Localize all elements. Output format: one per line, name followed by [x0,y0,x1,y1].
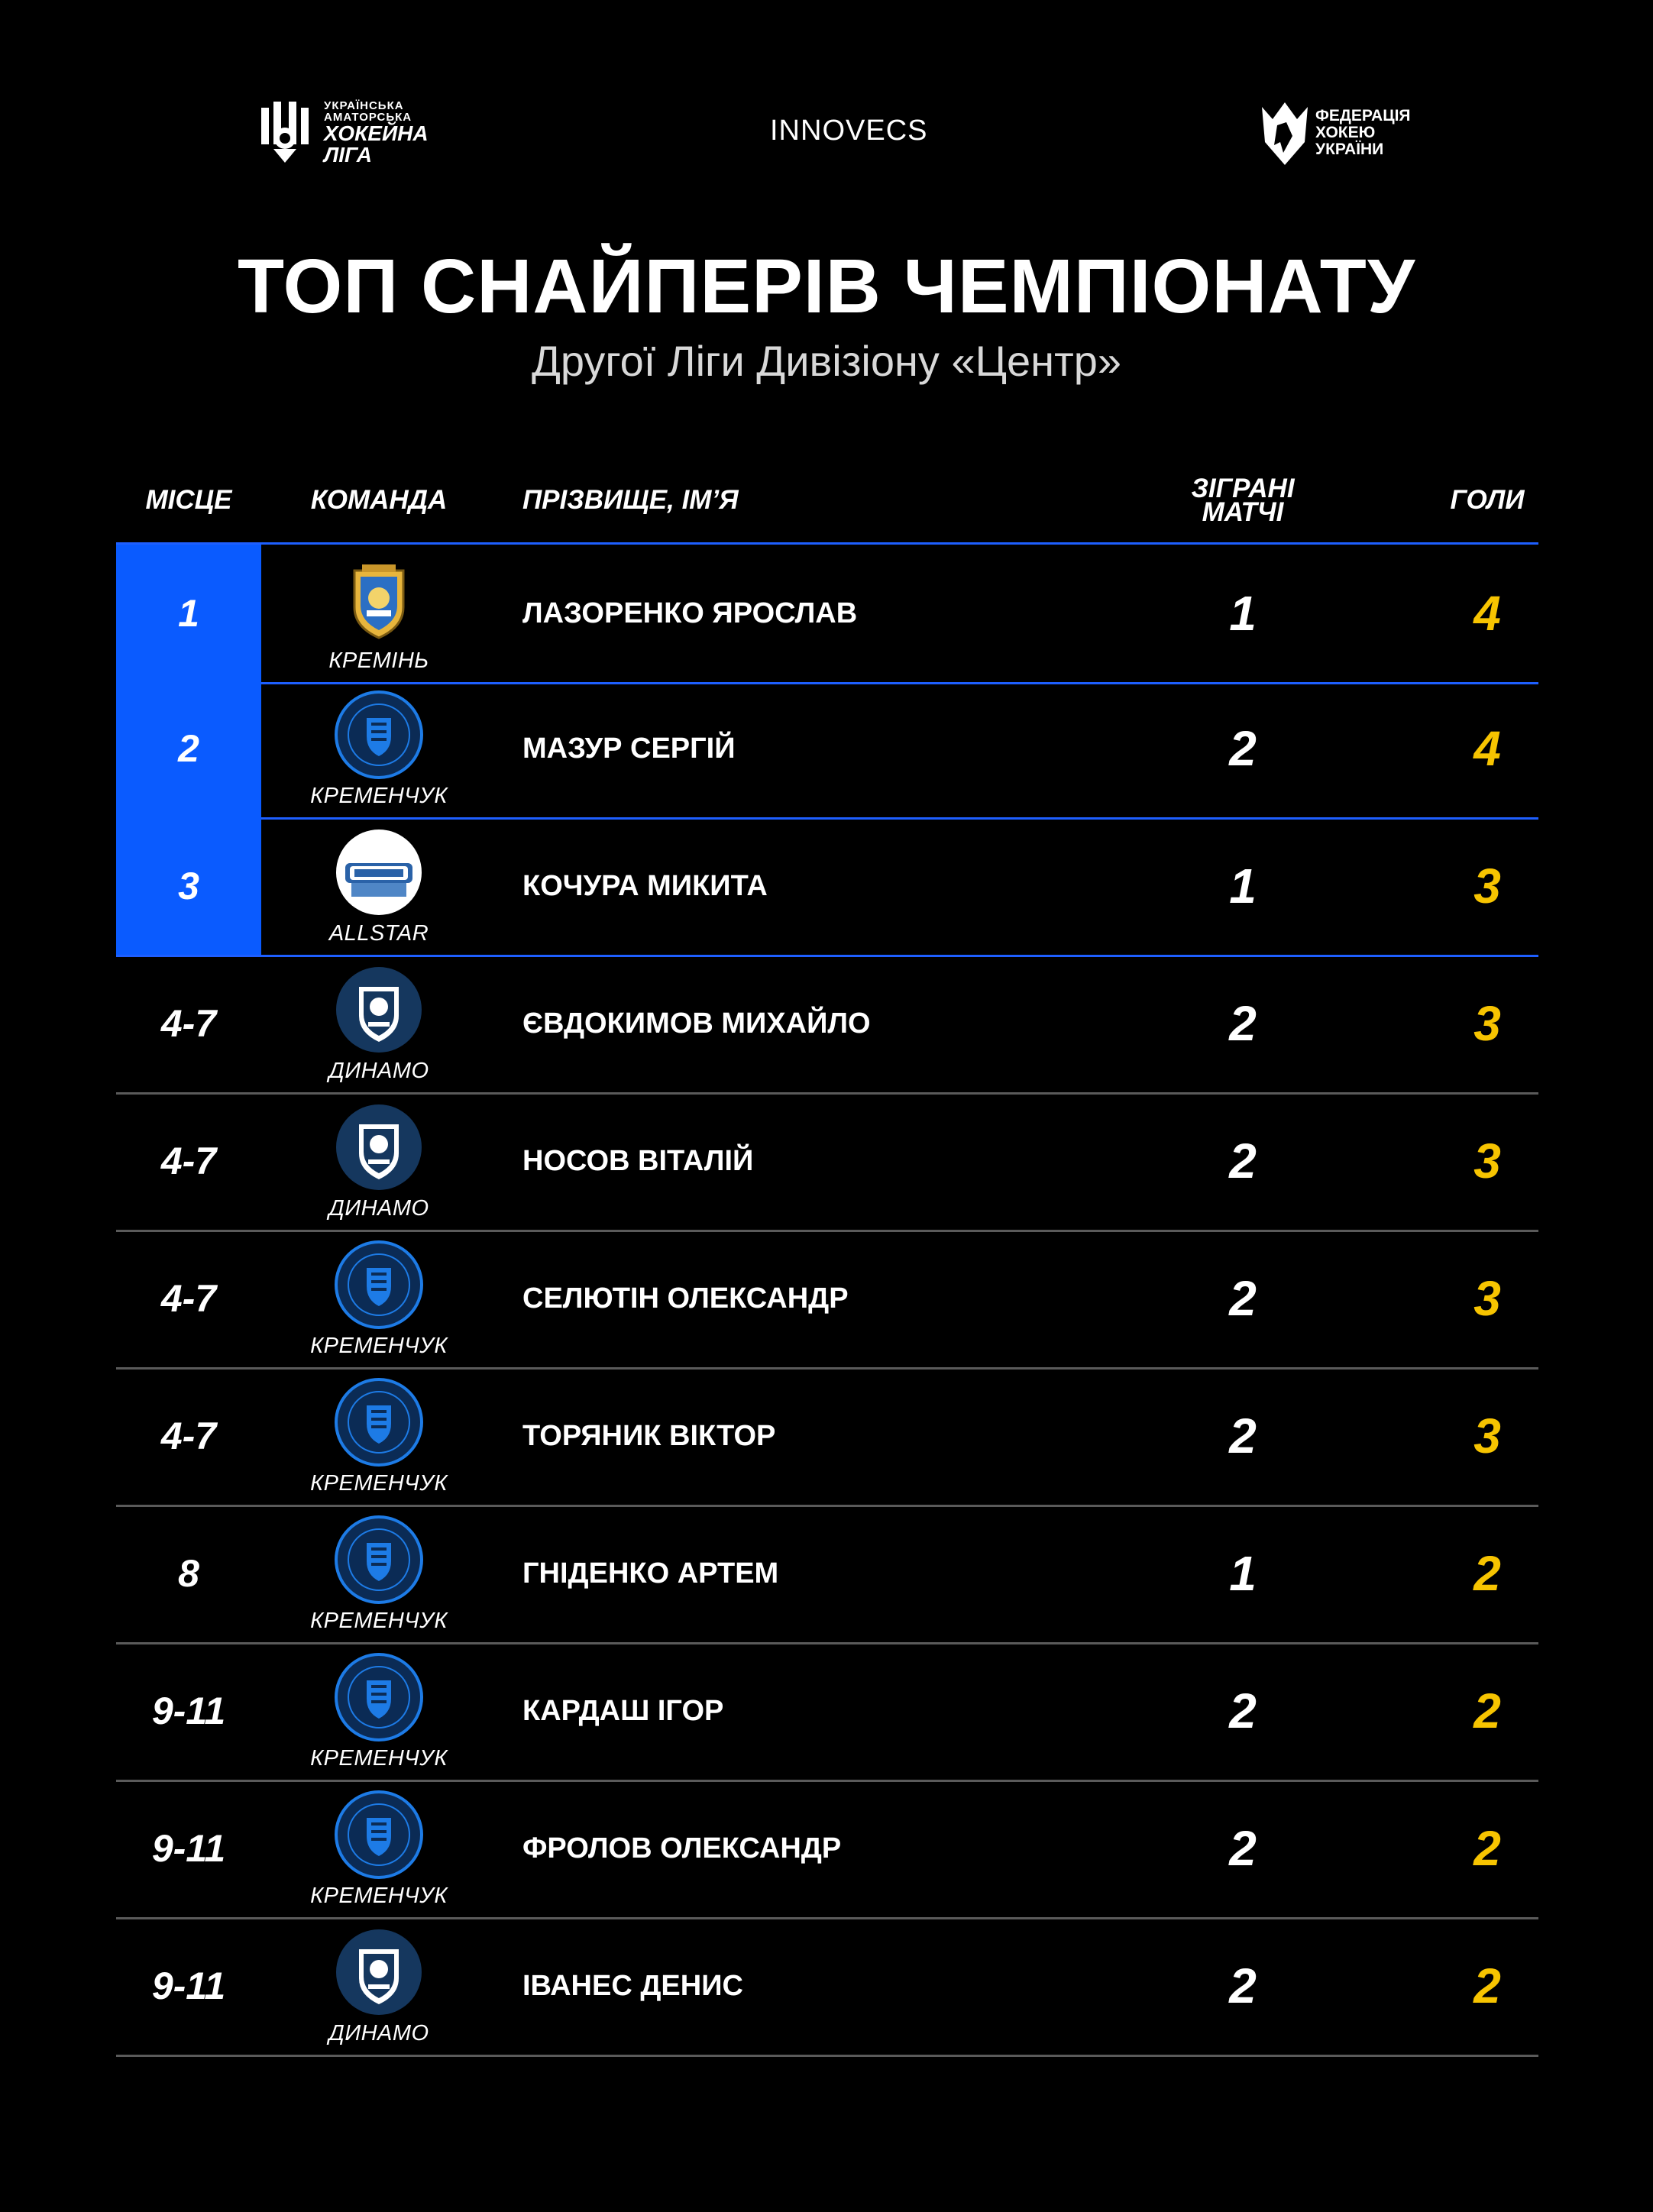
table-row [116,1092,1538,1232]
federation-emblem-icon [1260,99,1309,167]
team-name: КРЕМЕНЧУК [310,1609,448,1633]
column-header-team: КОМАНДА [310,485,448,515]
dynamo-logo-icon [333,1101,425,1193]
goals-count: 4 [1473,586,1501,641]
team-cell [264,545,493,682]
team-name: КРЕМЕНЧУК [310,784,448,808]
header [0,0,1653,199]
sponsor-logo: INNOVECS [770,115,928,147]
federation-line2: ХОКЕЮ [1315,123,1376,141]
goals-count: 3 [1473,1133,1501,1188]
kremenchuk-logo-icon [333,1651,425,1743]
team-name: КРЕМЕНЧУК [310,1884,448,1908]
league-big-line1: ХОКЕЙНА [324,121,429,145]
page-subtitle: Другої Ліги Дивізіону «Центр» [531,337,1122,385]
team-cell [264,1092,493,1230]
games-played: 1 [1229,859,1257,914]
player-name: МАЗУР СЕРГІЙ [522,732,736,765]
goals-count: 3 [1473,1271,1501,1326]
federation-logo [1260,98,1413,168]
games-played: 2 [1229,1821,1257,1876]
column-header-place: МІСЦЕ [145,485,232,515]
place-cell: 9-11 [151,1965,226,2007]
player-name: ТОРЯНИК ВІКТОР [522,1419,776,1452]
games-played: 1 [1229,586,1257,641]
games-played: 2 [1229,1683,1257,1738]
team-cell [264,817,493,955]
column-header-games-line2: МАТЧІ [1202,497,1284,527]
place-cell: 3 [116,817,261,955]
games-played: 2 [1229,1408,1257,1463]
team-cell [264,680,493,817]
table-row [116,817,1538,957]
team-cell [264,955,493,1092]
page-title: ТОП СНАЙПЕРІВ ЧЕМПІОНАТУ [237,244,1416,329]
games-played: 1 [1229,1546,1257,1601]
team-cell [264,1642,493,1780]
place-cell: 2 [116,680,261,817]
team-name: КРЕМІНЬ [328,648,429,673]
column-header-games [1178,458,1308,542]
table-row [116,1780,1538,1919]
kremenchuk-logo-icon [333,1789,425,1881]
place-cell: 4-7 [160,1277,217,1320]
table-header [116,458,1538,542]
games-played: 2 [1229,996,1257,1051]
player-name: ФРОЛОВ ОЛЕКСАНДР [522,1832,842,1864]
team-cell [264,1780,493,1917]
table-row [116,1367,1538,1507]
player-name: КАРДАШ ІГОР [522,1694,724,1727]
table-row [116,1505,1538,1644]
kremenchuk-logo-icon [333,1376,425,1468]
column-header-games-line1: ЗІГРАНІ [1191,473,1295,503]
team-name: ДИНАМО [328,2021,429,2045]
goals-count: 3 [1473,1408,1501,1463]
kremenchuk-logo-icon [333,689,425,781]
league-big-line2: ЛІГА [324,143,372,167]
games-played: 2 [1229,721,1257,776]
goals-count: 3 [1473,859,1501,914]
player-name: ЄВДОКИМОВ МИХАЙЛО [522,1007,871,1040]
goals-count: 2 [1473,1958,1501,2013]
place-cell: 8 [178,1552,199,1595]
team-cell [264,1230,493,1367]
goals-count: 2 [1473,1821,1501,1876]
league-logo [258,98,442,168]
player-name: НОСОВ ВІТАЛІЙ [522,1144,754,1177]
goals-count: 2 [1473,1683,1501,1738]
league-emblem-icon [258,102,312,164]
player-name: СЕЛЮТІН ОЛЕКСАНДР [522,1282,849,1315]
team-name: ДИНАМО [328,1196,429,1221]
player-name: ГНІДЕНКО АРТЕМ [522,1557,779,1589]
table-row [116,955,1538,1095]
player-name: ЛАЗОРЕНКО ЯРОСЛАВ [522,597,858,629]
place-cell: 4-7 [160,1140,217,1182]
table-row [116,1917,1538,2057]
place-cell: 1 [116,545,261,682]
kremenchuk-logo-icon [333,1514,425,1606]
player-name: КОЧУРА МИКИТА [522,869,768,902]
place-cell: 9-11 [151,1690,226,1732]
place-cell: 9-11 [151,1827,226,1870]
team-cell [264,1505,493,1642]
column-header-name: ПРІЗВИЩЕ, ІМ’Я [522,485,739,515]
dynamo-logo-icon [333,964,425,1056]
kremenchuk-logo-icon [333,1239,425,1331]
federation-line3: УКРАЇНИ [1315,141,1384,159]
games-played: 2 [1229,1958,1257,2013]
place-cell: 4-7 [160,1415,217,1457]
league-small-line2: АМАТОРСЬКА [324,111,412,124]
column-header-goals: ГОЛИ [1450,485,1525,515]
table-row [116,680,1538,820]
goals-count: 4 [1473,721,1501,776]
team-cell [264,1917,493,2055]
league-small-line1: УКРАЇНСЬКА [324,99,404,112]
team-name: ДИНАМО [328,1059,429,1083]
dynamo-logo-icon [333,1926,425,2018]
team-name: КРЕМЕНЧУК [310,1334,448,1358]
games-played: 2 [1229,1133,1257,1188]
table-row [116,542,1538,684]
table-row [116,1642,1538,1782]
table-row [116,1230,1538,1370]
place-cell: 4-7 [160,1002,217,1045]
team-cell [264,1367,493,1505]
team-name: КРЕМЕНЧУК [310,1471,448,1496]
allstar-logo-icon [333,826,425,918]
kremin-crest-icon [333,554,425,645]
team-name: КРЕМЕНЧУК [310,1746,448,1771]
games-played: 2 [1229,1271,1257,1326]
goals-count: 3 [1473,996,1501,1051]
team-name: ALLSTAR [328,921,429,946]
goals-count: 2 [1473,1546,1501,1601]
federation-line1: ФЕДЕРАЦІЯ [1315,106,1411,125]
player-name: ІВАНЕС ДЕНИС [522,1969,743,2002]
